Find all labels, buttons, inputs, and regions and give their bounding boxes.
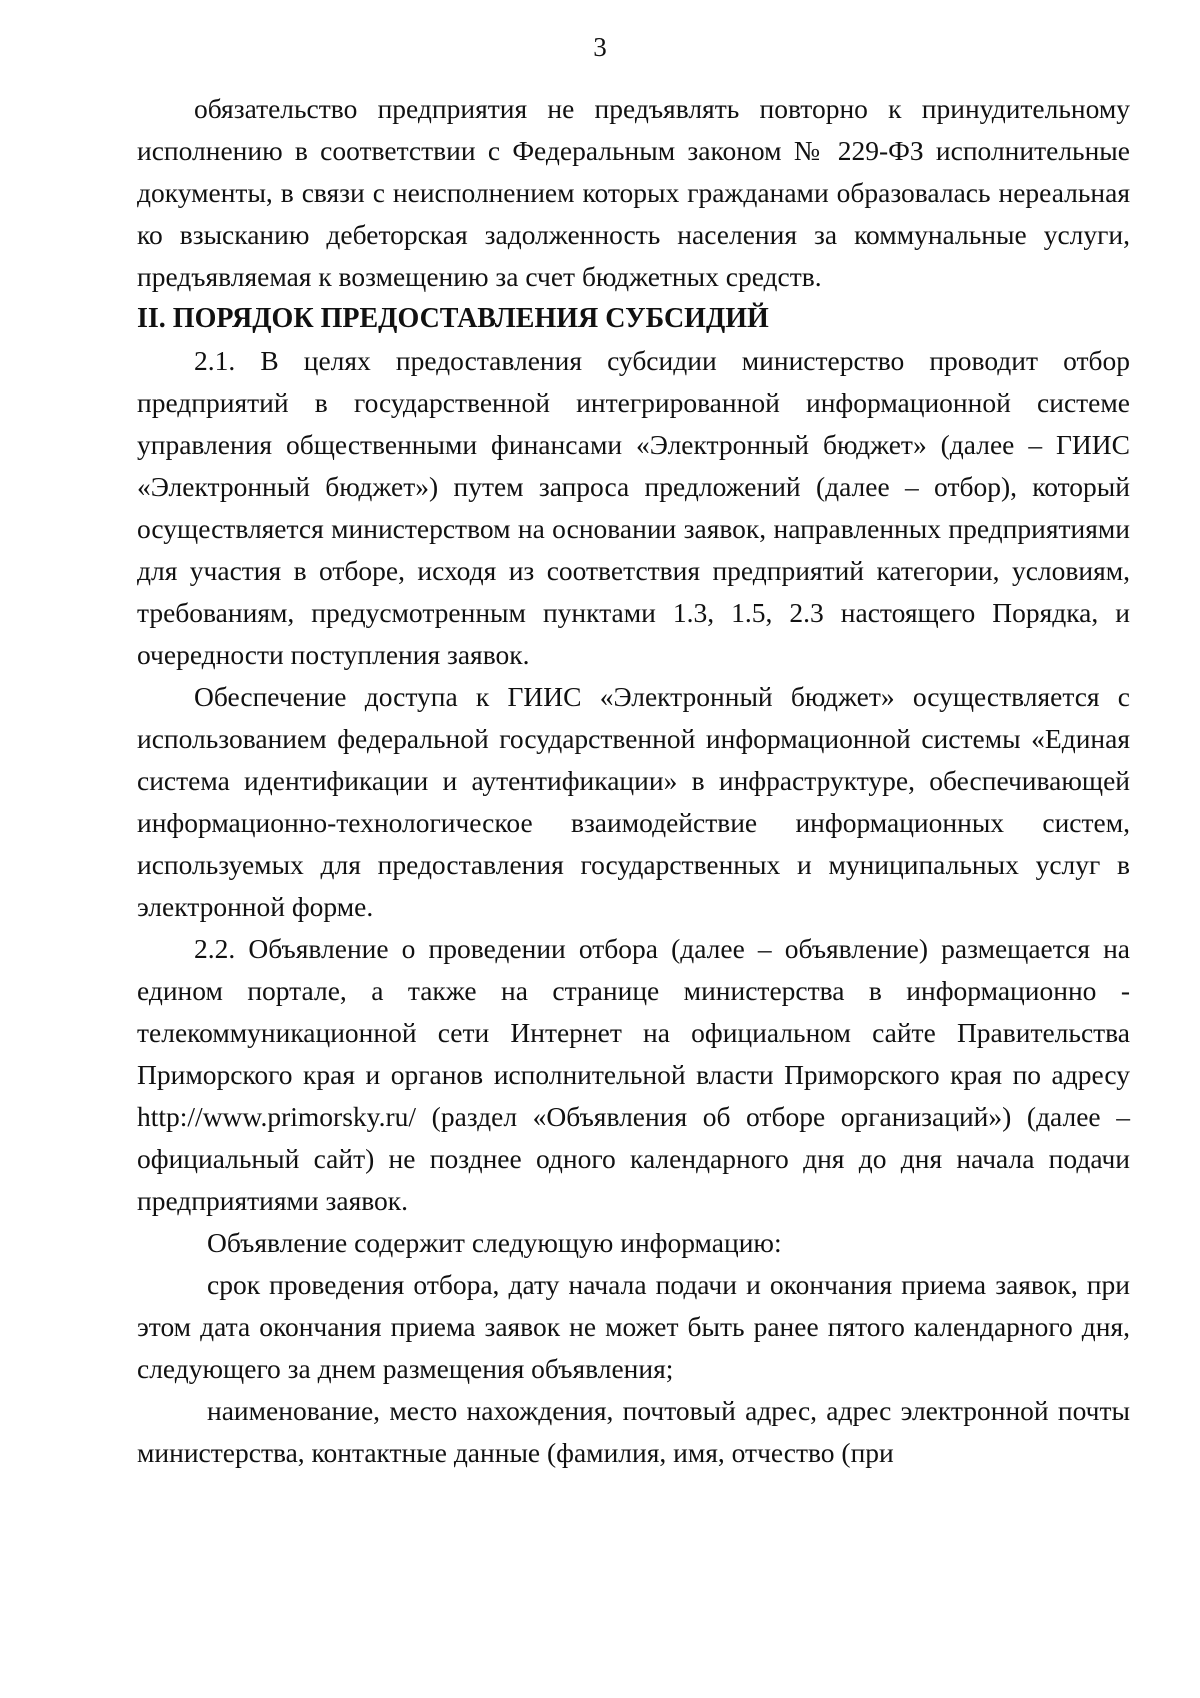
paragraph-deadline: срок проведения отбора, дату начала подачи и окончания приема заявок, при этом дата окончания приема заявок не может быть ранее пятого календарного дня, следующего за днем размещения объявления; — [137, 1269, 1130, 1384]
document-body — [137, 88, 1130, 1474]
paragraph-ministry-contacts: наименование, место нахождения, почтовый адрес, адрес электронной почты министерства, контактные данные (фамилия, имя, отчество (при — [137, 1395, 1130, 1468]
paragraph-obligation: обязательство предприятия не предъявлять повторно к принудительному исполнению в соответствии с Федеральным законом № 229-ФЗ исполнительные документы, в связи с неисполнением которых гражданами образовалась нереальная ко взысканию дебеторская задолженность населения за коммунальные услуги, предъявляемая к возмещению за счет бюджетных средств. — [137, 93, 1130, 292]
paragraph-2-1: 2.1. В целях предоставления субсидии министерство проводит отбор предприятий в государственной интегрированной информационной системе управления общественными финансами «Электронный бюджет» (далее – ГИИС «Электронный бюджет») путем запроса предложений (далее – отбор), который осуществляется министерством на основании заявок, направленных предприятиями для участия в отборе, исходя из соответствия предприятий категории, условиям, требованиям, предусмотренным пунктами 1.3, 1.5, 2.3 настоящего Порядка, и очередности поступления заявок. — [137, 345, 1130, 670]
paragraph-announcement-contents: Объявление содержит следующую информацию: — [207, 1227, 782, 1258]
section-heading: II. ПОРЯДОК ПРЕДОСТАВЛЕНИЯ СУБСИДИЙ — [137, 303, 769, 334]
paragraph-2-2: 2.2. Объявление о проведении отбора (далее – объявление) размещается на едином портале, а также на странице министерства в информационно - телекоммуникационной сети Интернет на официальном сайте Правительства Приморского края и органов исполнительной власти Приморского края по адресу http://www.primorsky.ru/ (раздел «Объявления об отборе организаций») (далее – официальный сайт) не позднее одного календарного дня до дня начала подачи предприятиями заявок. — [137, 933, 1130, 1216]
paragraph-access: Обеспечение доступа к ГИИС «Электронный бюджет» осуществляется с использованием федеральной государственной информационной системы «Единая система идентификации и аутентификации» в инфраструктуре, обеспечивающей информационно-технологическое взаимодействие информационных систем, используемых для предоставления государственных и муниципальных услуг в электронной форме. — [137, 681, 1130, 922]
page-number: 3 — [593, 32, 607, 62]
